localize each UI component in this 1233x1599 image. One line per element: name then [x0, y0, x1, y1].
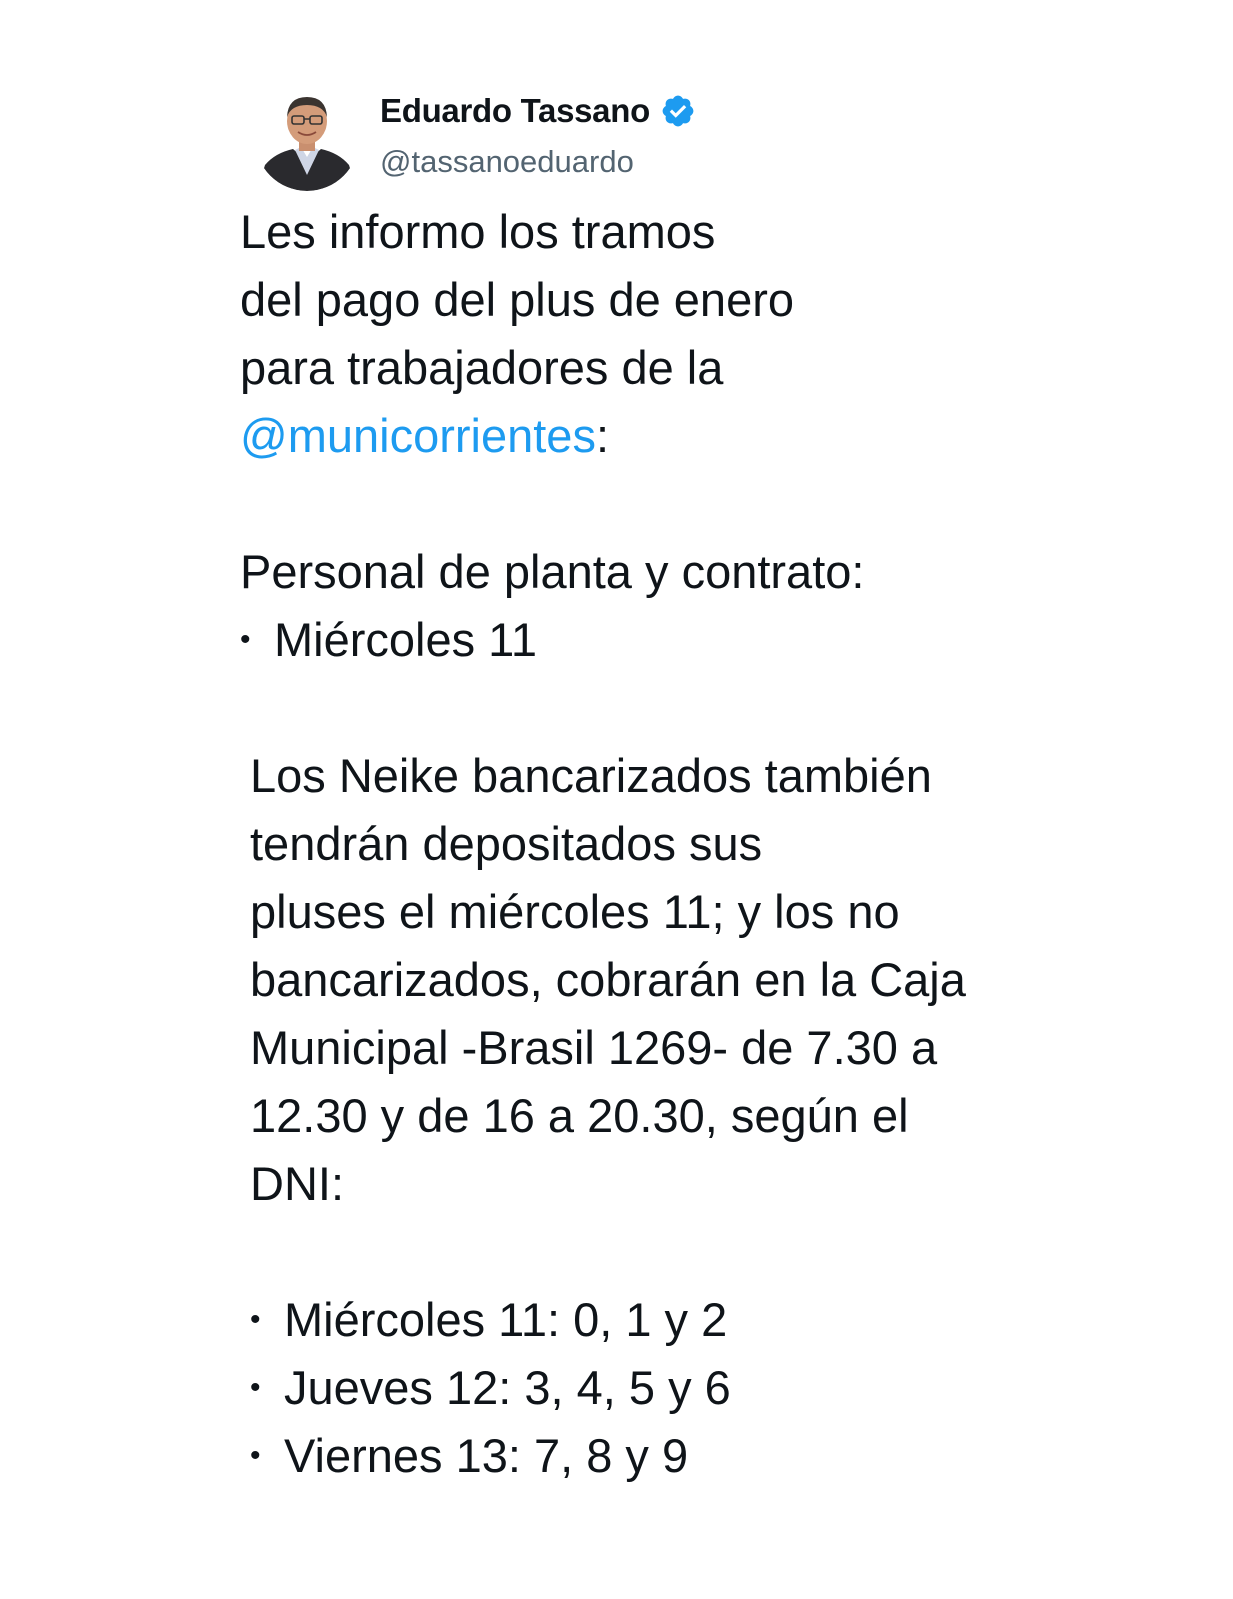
tweet-line: 12.30 y de 16 a 20.30, según el	[250, 1089, 909, 1142]
tweet-line: bancarizados, cobrarán en la Caja	[250, 953, 966, 1006]
schedule-item	[250, 1354, 1140, 1422]
schedule-item	[250, 1286, 1140, 1354]
author-names	[380, 84, 780, 180]
schedule-item-text: Jueves 12: 3, 4, 5 y 6	[284, 1361, 731, 1414]
schedule-item-text: Miércoles 11: 0, 1 y 2	[284, 1293, 728, 1346]
tweet-line: tendrán depositados sus	[250, 817, 763, 870]
verified-badge-icon	[660, 93, 696, 129]
author-handle[interactable]: @tassanoeduardo	[380, 144, 634, 179]
schedule-item	[250, 1422, 1140, 1490]
staff-heading: Personal de planta y contrato:	[240, 545, 865, 598]
tweet-line: Municipal -Brasil 1269- de 7.30 a	[250, 1021, 938, 1074]
author-display-name[interactable]: Eduardo Tassano	[380, 92, 650, 129]
bullet-icon: •	[250, 1302, 261, 1336]
tweet-line: pluses el miércoles 11; y los no	[250, 885, 900, 938]
mention-suffix: :	[595, 409, 610, 462]
mention-link[interactable]: @municorrientes	[240, 409, 596, 462]
staff-item	[240, 606, 1140, 674]
paragraph-gap	[250, 1218, 1140, 1286]
tweet-header	[255, 84, 650, 194]
tweet-line: del pago del plus de enero	[240, 273, 794, 326]
display-name-row	[380, 86, 780, 136]
avatar[interactable]	[255, 87, 359, 191]
bullet-icon: •	[240, 622, 251, 656]
bullet-icon: •	[250, 1438, 261, 1472]
paragraph-gap	[240, 674, 1140, 742]
tweet-line: para trabajadores de la	[240, 341, 724, 394]
tweet-line: DNI:	[250, 1157, 344, 1210]
paragraph-gap	[240, 470, 1140, 538]
neike-paragraph	[240, 742, 1140, 1490]
bullet-icon: •	[250, 1370, 261, 1404]
mention-line	[240, 402, 1140, 470]
tweet-line: Los Neike bancarizados también	[250, 749, 932, 802]
tweet-text	[240, 198, 1140, 1490]
schedule-item-text: Viernes 13: 7, 8 y 9	[284, 1429, 689, 1482]
staff-item-text: Miércoles 11	[274, 613, 537, 666]
tweet-line: Les informo los tramos	[240, 205, 716, 258]
